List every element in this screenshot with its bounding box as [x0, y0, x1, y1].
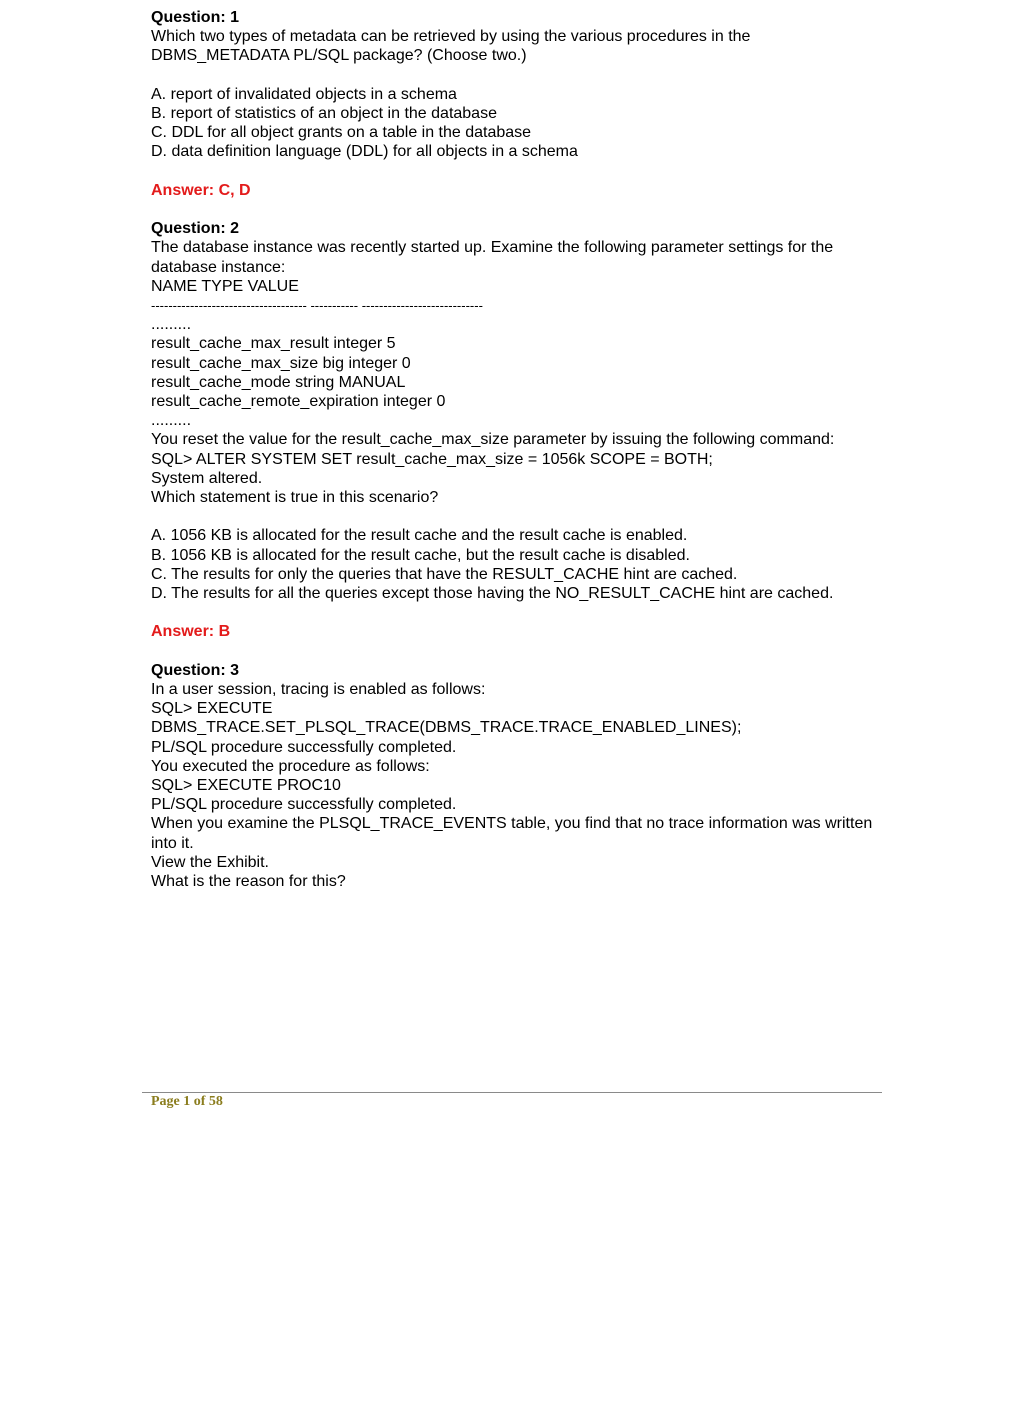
answer-option-c: C. DDL for all object grants on a table in the database	[151, 124, 532, 142]
spacer	[151, 66, 881, 85]
spacer	[151, 200, 881, 219]
spacer	[151, 507, 881, 526]
question-stem-line: The database instance was recently started up. Examine the following parameter settings for the database instance:	[151, 239, 834, 276]
question-stem-line: System altered.	[151, 469, 263, 487]
document-body	[151, 8, 881, 891]
question-stem-line: PL/SQL procedure successfully completed.	[151, 796, 457, 814]
question-stem-line: Which statement is true in this scenario?	[151, 489, 439, 507]
sql-command: SQL> ALTER SYSTEM SET result_cache_max_size = 1056k SCOPE = BOTH;	[151, 450, 713, 468]
question-title: Question: 1	[151, 9, 240, 26]
answer-option-b: B. report of statistics of an object in the database	[151, 105, 497, 122]
question-stem-line: You executed the procedure as follows:	[151, 757, 430, 775]
question-stem-line: PL/SQL procedure successfully completed.	[151, 738, 457, 756]
question-stem-line: When you examine the PLSQL_TRACE_EVENTS table, you find that no trace information was written into it.	[151, 815, 873, 852]
parameter-row: result_cache_max_result integer 5	[151, 335, 396, 353]
correct-answer: Answer: B	[151, 623, 231, 641]
question-stem-line: In a user session, tracing is enabled as follows:	[151, 681, 486, 699]
parameter-table-divider: ------------------------------------ ----------- ----------------------------	[151, 298, 483, 313]
sql-command: SQL> EXECUTE PROC10	[151, 777, 341, 795]
spacer	[151, 162, 881, 181]
spacer	[151, 603, 881, 622]
parameter-row: result_cache_max_size big integer 0	[151, 354, 411, 372]
spacer	[151, 642, 881, 661]
answer-option-d: D. data definition language (DDL) for all objects in a schema	[151, 143, 578, 161]
question-stem-line: View the Exhibit.	[151, 853, 269, 871]
answer-option-a: A. report of invalidated objects in a schema	[151, 85, 457, 103]
question-title: Question: 3	[151, 661, 240, 679]
parameter-table-header: NAME TYPE VALUE	[151, 277, 299, 295]
question-stem-line: .........	[151, 412, 192, 430]
question-stem-line: What is the reason for this?	[151, 873, 346, 891]
question-block-1	[151, 8, 881, 219]
question-stem-line: .........	[151, 316, 192, 334]
sql-command: DBMS_TRACE.SET_PLSQL_TRACE(DBMS_TRACE.TRACE_ENABLED_LINES);	[151, 719, 742, 737]
sql-command: SQL> EXECUTE	[151, 700, 273, 718]
footer-divider	[142, 1092, 882, 1093]
answer-option-a: A. 1056 KB is allocated for the result cache and the result cache is enabled.	[151, 527, 688, 545]
correct-answer: Answer: C, D	[151, 181, 251, 199]
answer-option-d: D. The results for all the queries except those having the NO_RESULT_CACHE hint are cached.	[151, 585, 834, 603]
question-block-3	[151, 661, 881, 891]
question-block-2	[151, 219, 881, 661]
page-number: Page 1 of 58	[151, 1094, 223, 1109]
answer-option-c: C. The results for only the queries that have the RESULT_CACHE hint are cached.	[151, 565, 738, 583]
question-stem-line: Which two types of metadata can be retrieved by using the various procedures in the DBMS_METADATA PL/SQL package? (Choose two.)	[151, 28, 751, 65]
question-stem-line: You reset the value for the result_cache_max_size parameter by issuing the following command:	[151, 431, 835, 449]
parameter-row: result_cache_remote_expiration integer 0	[151, 393, 446, 411]
parameter-row: result_cache_mode string MANUAL	[151, 373, 406, 391]
question-title: Question: 2	[151, 220, 240, 238]
answer-option-b: B. 1056 KB is allocated for the result cache, but the result cache is disabled.	[151, 546, 690, 564]
